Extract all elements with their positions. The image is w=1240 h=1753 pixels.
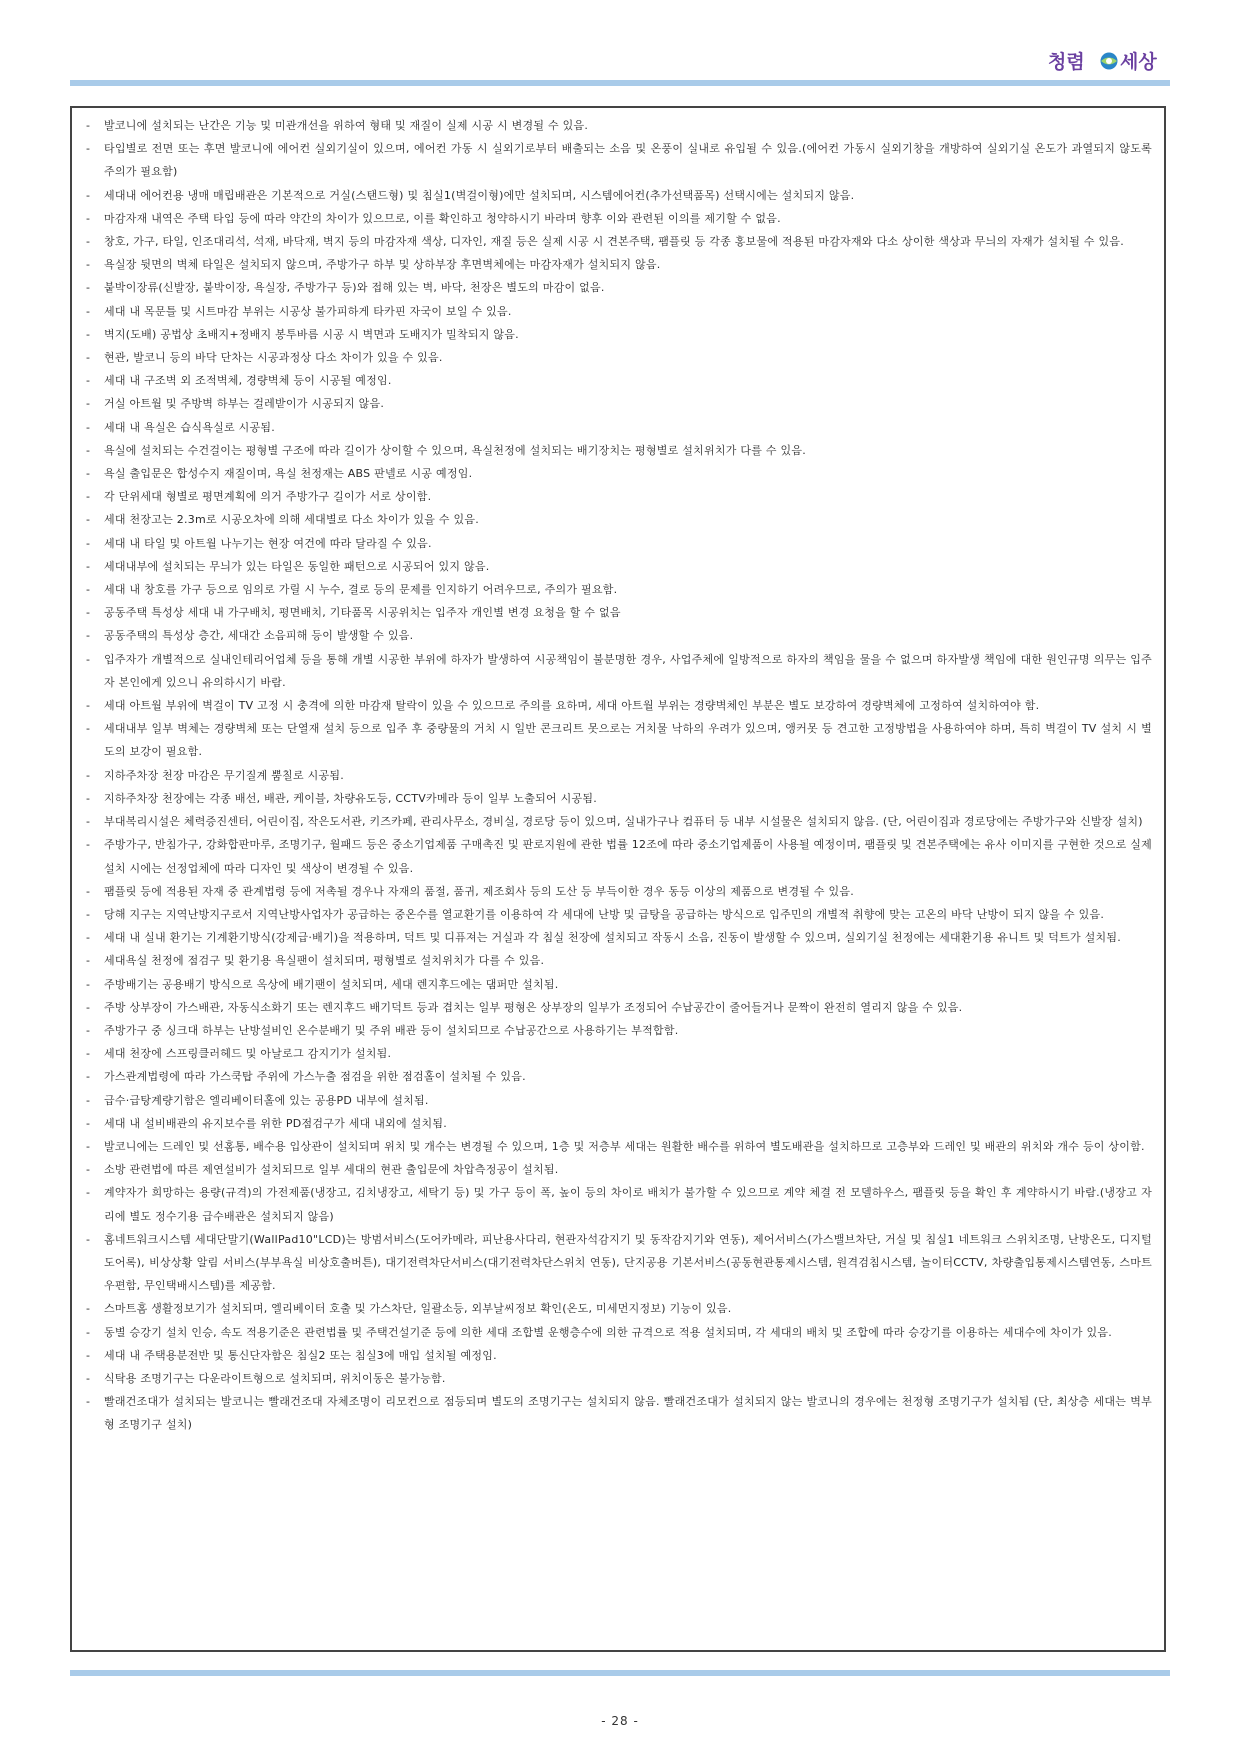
- note-text: 주방가구 중 싱크대 하부는 난방설비인 온수분배기 및 주위 배관 등이 설치되므로 수납공간으로 사용하기는 부적합함.: [104, 1023, 679, 1037]
- bullet-dash: -: [86, 304, 91, 318]
- note-text: 세대 천장에 스프링클러헤드 및 아날로그 감지기가 설치됨.: [104, 1047, 392, 1061]
- bullet-dash: -: [86, 884, 91, 898]
- bullet-dash: -: [86, 188, 91, 202]
- list-item: [86, 694, 1152, 717]
- note-text: 세대 내 타일 및 아트월 나누기는 현장 여건에 따라 달라질 수 있음.: [104, 536, 432, 550]
- list-item: [86, 578, 1152, 601]
- note-text: 급수·급탕계량기함은 엘리베이터홀에 있는 공용PD 내부에 설치됨.: [104, 1093, 429, 1107]
- note-text: 세대 내 주택용분전반 및 통신단자함은 침실2 또는 침실3에 매입 설치될 예정임.: [104, 1348, 497, 1362]
- list-item: [86, 1297, 1152, 1320]
- list-item: [86, 1065, 1152, 1088]
- note-text: 홈네트워크시스템 세대단말기(WallPad10"LCD)는 방범서비스(도어카메라, 피난용사다리, 현관자석감지기 및 동작감지기와 연동), 제어서비스(가스밸브차단, 거실 및 침실1 네트워크 스위치조명, 난방온도, 디지털도어록), 비상상황 알림 서비스(부부욕실 비상호출버튼), 대기전력차단서비스(대기전력차단스위치 연동), 단지공용 기본서비스(공동현관통제시스템, 원격검침시스템, 놀이터CCTV, 차량출입통제시스템연동, 스마트우편함, 무인택배시스템)를 제공함.: [104, 1232, 1152, 1293]
- note-text: 거실 아트월 및 주방벽 하부는 걸레받이가 시공되지 않음.: [104, 397, 385, 411]
- list-item: [86, 416, 1152, 439]
- bullet-dash: -: [86, 1186, 91, 1200]
- bullet-dash: -: [86, 351, 91, 365]
- note-text: 지하주차장 천장 마감은 무기질계 뿜칠로 시공됨.: [104, 768, 344, 782]
- list-item: [86, 926, 1152, 949]
- bullet-dash: -: [86, 722, 91, 736]
- bullet-dash: -: [86, 258, 91, 272]
- bullet-dash: -: [86, 583, 91, 597]
- note-text: 발코니에 설치되는 난간은 기능 및 미관개선을 위하여 형태 및 재질이 실제 시공 시 변경될 수 있음.: [104, 119, 589, 132]
- header-logo: [1048, 44, 1168, 78]
- list-item: [86, 392, 1152, 415]
- list-item: [86, 601, 1152, 624]
- bullet-dash: -: [86, 374, 91, 388]
- bullet-dash: -: [86, 1163, 91, 1177]
- bullet-dash: -: [86, 699, 91, 713]
- list-item: [86, 439, 1152, 462]
- footer-divider: [70, 1670, 1170, 1676]
- bullet-dash: -: [86, 536, 91, 550]
- list-item: [86, 833, 1152, 879]
- list-item: [86, 485, 1152, 508]
- list-item: [86, 787, 1152, 810]
- bullet-dash: -: [86, 1371, 91, 1385]
- note-text: 욕실 출입문은 합성수지 재질이며, 욕실 천정재는 ABS 판넬로 시공 예정임.: [104, 467, 473, 481]
- bullet-dash: -: [86, 838, 91, 852]
- note-text: 각 단위세대 형별로 평면계획에 의거 주방가구 길이가 서로 상이함.: [104, 490, 432, 504]
- note-text: 세대 천장고는 2.3m로 시공오차에 의해 세대별로 다소 차이가 있을 수 있음.: [104, 513, 479, 527]
- note-text: 세대내부에 설치되는 무늬가 있는 타일은 동일한 패턴으로 시공되어 있지 않음.: [104, 559, 490, 573]
- bullet-dash: -: [86, 490, 91, 504]
- note-text: 주방 상부장이 가스배관, 자동식소화기 또는 렌지후드 배기덕트 등과 겹치는 일부 평형은 상부장의 일부가 조정되어 수납공간이 줄어들거나 문짝이 완전히 열리지 않을 수 있음.: [104, 1000, 963, 1014]
- note-text: 팸플릿 등에 적용된 자재 중 관계법령 등에 저촉될 경우나 자재의 품절, 품귀, 제조회사 등의 도산 등 부득이한 경우 동등 이상의 제품으로 변경될 수 있음.: [104, 884, 854, 898]
- bullet-dash: -: [86, 119, 91, 132]
- globe-emblem-icon: [1048, 44, 1168, 78]
- list-item: [86, 996, 1152, 1019]
- note-text: 세대 내 설비배관의 유지보수를 위한 PD점검구가 세대 내외에 설치됨.: [104, 1116, 447, 1130]
- note-text: 세대 내 창호를 가구 등으로 임의로 가릴 시 누수, 결로 등의 문제를 인지하기 어려우므로, 주의가 필요함.: [104, 583, 618, 597]
- list-item: [86, 1158, 1152, 1181]
- note-text: 세대욕실 천정에 점검구 및 환기용 욕실팬이 설치되며, 평형별로 설치위치가 다를 수 있음.: [104, 954, 545, 968]
- note-text: 세대 내 실내 환기는 기계환기방식(강제급·배기)을 적용하며, 덕트 및 디퓨져는 거실과 각 침실 천장에 설치되고 작동시 소음, 진동이 발생할 수 있으며, 실외기실 천정에는 세대환기용 유니트 및 덕트가 설치됨.: [104, 931, 1122, 945]
- note-text: 입주자가 개별적으로 실내인테리어업체 등을 통해 개별 시공한 부위에 하자가 발생하여 시공책임이 불분명한 경우, 사업주체에 일방적으로 하자의 책임을 물을 수 없으며 하자발생 책임에 대한 원인규명 의무는 입주자 본인에게 있으니 유의하시기 바람.: [104, 652, 1152, 689]
- list-item: [86, 1019, 1152, 1042]
- note-text: 빨래건조대가 설치되는 발코니는 빨래건조대 자체조명이 리모컨으로 점등되며 별도의 조명기구는 설치되지 않음. 빨래건조대가 설치되지 않는 발코니의 경우에는 천정형 조명기구가 설치됨 (단, 최상층 세대는 벽부형 조명기구 설치): [104, 1395, 1152, 1432]
- note-text: 세대 내 목문틀 및 시트마감 부위는 시공상 불가피하게 타카핀 자국이 보일 수 있음.: [104, 304, 512, 318]
- note-text: 가스관계법령에 따라 가스쿡탑 주위에 가스누출 점검을 위한 점검홀이 설치될 수 있음.: [104, 1070, 526, 1084]
- bullet-dash: -: [86, 652, 91, 666]
- list-item: [86, 880, 1152, 903]
- list-item: [86, 137, 1152, 183]
- list-item: [86, 624, 1152, 647]
- note-text: 세대 내 욕실은 습식욕실로 시공됨.: [104, 420, 275, 434]
- bullet-dash: -: [86, 1302, 91, 1316]
- list-item: [86, 184, 1152, 207]
- bullet-dash: -: [86, 1023, 91, 1037]
- bullet-dash: -: [86, 907, 91, 921]
- list-item: [86, 508, 1152, 531]
- bullet-dash: -: [86, 420, 91, 434]
- bullet-dash: -: [86, 513, 91, 527]
- list-item: [86, 1367, 1152, 1390]
- list-item: [86, 300, 1152, 323]
- bullet-dash: -: [86, 327, 91, 341]
- list-item: [86, 717, 1152, 763]
- note-text: 주방배기는 공용배기 방식으로 옥상에 배기팬이 설치되며, 세대 렌지후드에는 댐퍼만 설치됨.: [104, 977, 559, 991]
- svg-text:세상: 세상: [1120, 51, 1157, 73]
- note-text: 부대복리시설은 체력증진센터, 어린이집, 작은도서관, 키즈카페, 관리사무소, 경비실, 경로당 등이 있으며, 실내가구나 컴퓨터 등 내부 시설물은 설치되지 않음. (단, 어린이집과 경로당에는 주방가구와 신발장 설치): [104, 815, 1143, 829]
- list-item: [86, 369, 1152, 392]
- note-text: 소방 관련법에 따른 제연설비가 설치되므로 일부 세대의 현관 출입문에 차압측정공이 설치됨.: [104, 1163, 559, 1177]
- bullet-dash: -: [86, 606, 91, 620]
- note-text: 식탁용 조명기구는 다운라이트형으로 설치되며, 위치이동은 불가능함.: [104, 1371, 446, 1385]
- note-text: 계약자가 희망하는 용량(규격)의 가전제품(냉장고, 김치냉장고, 세탁기 등) 및 가구 등이 폭, 높이 등의 차이로 배치가 불가할 수 있으므로 계약 체결 전 모델하우스, 팸플릿 등을 확인 후 계약하시기 바람.(냉장고 자리에 별도 정수기용 급수배관은 설치되지 않음): [104, 1186, 1152, 1223]
- list-item: [86, 114, 1152, 137]
- list-item: [86, 532, 1152, 555]
- bullet-dash: -: [86, 211, 91, 225]
- bullet-dash: -: [86, 977, 91, 991]
- bullet-dash: -: [86, 629, 91, 643]
- svg-text:청렴: 청렴: [1048, 51, 1085, 73]
- bullet-dash: -: [86, 1395, 91, 1409]
- list-item: [86, 1135, 1152, 1158]
- note-text: 세대 내 구조벽 외 조적벽체, 경량벽체 등이 시공될 예정임.: [104, 374, 392, 388]
- bullet-dash: -: [86, 142, 91, 156]
- list-item: [86, 1321, 1152, 1344]
- list-item: [86, 323, 1152, 346]
- note-text: 당해 지구는 지역난방지구로서 지역난방사업자가 공급하는 중온수를 열교환기를 이용하여 각 세대에 난방 및 급탕을 공급하는 방식으로 입주민의 개별적 취향에 맞는 고온의 바닥 난방이 되지 않을 수 있음.: [104, 907, 1105, 921]
- bullet-dash: -: [86, 1139, 91, 1153]
- list-item: [86, 1089, 1152, 1112]
- note-text: 붙박이장류(신발장, 붙박이장, 욕실장, 주방가구 등)와 접해 있는 벽, 바닥, 천장은 별도의 마감이 없음.: [104, 281, 605, 295]
- bullet-dash: -: [86, 443, 91, 457]
- note-text: 세대내부 일부 벽체는 경량벽체 또는 단열재 설치 등으로 입주 후 중량물의 거치 시 일반 콘크리트 못으로는 거치물 낙하의 우려가 있으며, 앵커못 등 견고한 고정방법을 사용하여야 하며, 특히 벽걸이 TV 설치 시 별도의 보강이 필요함.: [104, 722, 1152, 759]
- list-item: [86, 764, 1152, 787]
- bullet-dash: -: [86, 1093, 91, 1107]
- bullet-dash: -: [86, 815, 91, 829]
- bullet-dash: -: [86, 931, 91, 945]
- bullet-dash: -: [86, 1232, 91, 1246]
- header-divider: [70, 80, 1170, 86]
- bullet-dash: -: [86, 467, 91, 481]
- note-text: 발코니에는 드레인 및 선홈통, 배수용 입상관이 설치되며 위치 및 개수는 변경될 수 있으며, 1층 및 저층부 세대는 원활한 배수를 위하여 별도배관을 설치하므로 고층부와 드레인 및 배관의 위치와 개수 등이 상이함.: [104, 1139, 1145, 1153]
- list-item: [86, 648, 1152, 694]
- note-text: 현관, 발코니 등의 바닥 단차는 시공과정상 다소 차이가 있을 수 있음.: [104, 351, 443, 365]
- note-text: 세대 아트월 부위에 벽걸이 TV 고정 시 충격에 의한 마감재 탈락이 있을 수 있으므로 주의를 요하며, 세대 아트월 부위는 경량벽체인 부분은 별도 보강하여 경량벽체에 고정하여 설치하여야 함.: [104, 699, 1040, 713]
- note-text: 지하주차장 천장에는 각종 배선, 배관, 케이블, 차량유도등, CCTV카메라 등이 일부 노출되어 시공됨.: [104, 791, 597, 805]
- list-item: [86, 1228, 1152, 1298]
- note-text: 스마트홈 생활정보기가 설치되며, 엘리베이터 호출 및 가스차단, 일괄소등, 외부날씨정보 확인(온도, 미세먼지정보) 기능이 있음.: [104, 1302, 732, 1316]
- list-item: [86, 346, 1152, 369]
- note-text: 욕실장 뒷면의 벽체 타일은 설치되지 않으며, 주방가구 하부 및 상하부장 후면벽체에는 마감자재가 설치되지 않음.: [104, 258, 661, 272]
- note-text: 주방가구, 반침가구, 강화합판마루, 조명기구, 월패드 등은 중소기업제품 구매촉진 및 판로지원에 관한 법률 12조에 따라 중소기업제품이 사용될 예정이며, 팸플릿 및 견본주택에는 유사 이미지를 구현한 것으로 실제 설치 시에는 선정업체에 따라 디자인 및 색상이 변경될 수 있음.: [104, 838, 1152, 875]
- bullet-dash: -: [86, 1047, 91, 1061]
- note-text: 욕실에 설치되는 수건걸이는 평형별 구조에 따라 길이가 상이할 수 있으며, 욕실천정에 설치되는 배기장치는 평형별로 설치위치가 다를 수 있음.: [104, 443, 806, 457]
- list-item: [86, 462, 1152, 485]
- list-item: [86, 1344, 1152, 1367]
- note-text: 공동주택 특성상 세대 내 가구배치, 평면배치, 기타품목 시공위치는 입주자 개인별 변경 요청을 할 수 없음: [104, 606, 621, 620]
- notes-list: [86, 114, 1152, 1437]
- list-item: [86, 1112, 1152, 1135]
- bullet-dash: -: [86, 1000, 91, 1014]
- bullet-dash: -: [86, 281, 91, 295]
- bullet-dash: -: [86, 397, 91, 411]
- list-item: [86, 207, 1152, 230]
- list-item: [86, 230, 1152, 253]
- list-item: [86, 1042, 1152, 1065]
- list-item: [86, 276, 1152, 299]
- note-text: 벽지(도배) 공법상 초배지+정배지 봉투바름 시공 시 벽면과 도배지가 밀착되지 않음.: [104, 327, 519, 341]
- bullet-dash: -: [86, 791, 91, 805]
- note-text: 세대내 에어컨용 냉매 매립배관은 기본적으로 거실(스탠드형) 및 침실1(벽걸이형)에만 설치되며, 시스템에어컨(추가선택품목) 선택시에는 설치되지 않음.: [104, 188, 855, 202]
- page-number: - 28 -: [601, 1714, 639, 1728]
- bullet-dash: -: [86, 559, 91, 573]
- list-item: [86, 810, 1152, 833]
- note-text: 공동주택의 특성상 층간, 세대간 소음피해 등이 발생할 수 있음.: [104, 629, 414, 643]
- notes-box: [70, 106, 1166, 1652]
- list-item: [86, 973, 1152, 996]
- list-item: [86, 555, 1152, 578]
- bullet-dash: -: [86, 1070, 91, 1084]
- list-item: [86, 1390, 1152, 1436]
- bullet-dash: -: [86, 1325, 91, 1339]
- bullet-dash: -: [86, 954, 91, 968]
- note-text: 창호, 가구, 타일, 인조대리석, 석재, 바닥재, 벽지 등의 마감자재 색상, 디자인, 재질 등은 실제 시공 시 견본주택, 팸플릿 등 각종 홍보물에 적용된 마감자재와 다소 상이한 색상과 무늬의 자재가 설치될 수 있음.: [104, 235, 1124, 249]
- bullet-dash: -: [86, 235, 91, 249]
- bullet-dash: -: [86, 1116, 91, 1130]
- note-text: 타입별로 전면 또는 후면 발코니에 에어컨 실외기실이 있으며, 에어컨 가동 시 실외기로부터 배출되는 소음 및 온풍이 실내로 유입될 수 있음.(에어컨 가동시 실외기창을 개방하여 실외기실 온도가 과열되지 않도록 주의가 필요함): [104, 142, 1152, 179]
- note-text: 동별 승강기 설치 인승, 속도 적용기준은 관련법률 및 주택건설기준 등에 의한 세대 조합별 운행층수에 의한 규격으로 적용 설치되며, 각 세대의 배치 및 조합에 따라 승강기를 이용하는 세대수에 차이가 있음.: [104, 1325, 1112, 1339]
- bullet-dash: -: [86, 1348, 91, 1362]
- list-item: [86, 1181, 1152, 1227]
- bullet-dash: -: [86, 768, 91, 782]
- list-item: [86, 253, 1152, 276]
- list-item: [86, 903, 1152, 926]
- note-text: 마감자재 내역은 주택 타입 등에 따라 약간의 차이가 있으므로, 이를 확인하고 청약하시기 바라며 향후 이와 관련된 이의를 제기할 수 없음.: [104, 211, 781, 225]
- list-item: [86, 949, 1152, 972]
